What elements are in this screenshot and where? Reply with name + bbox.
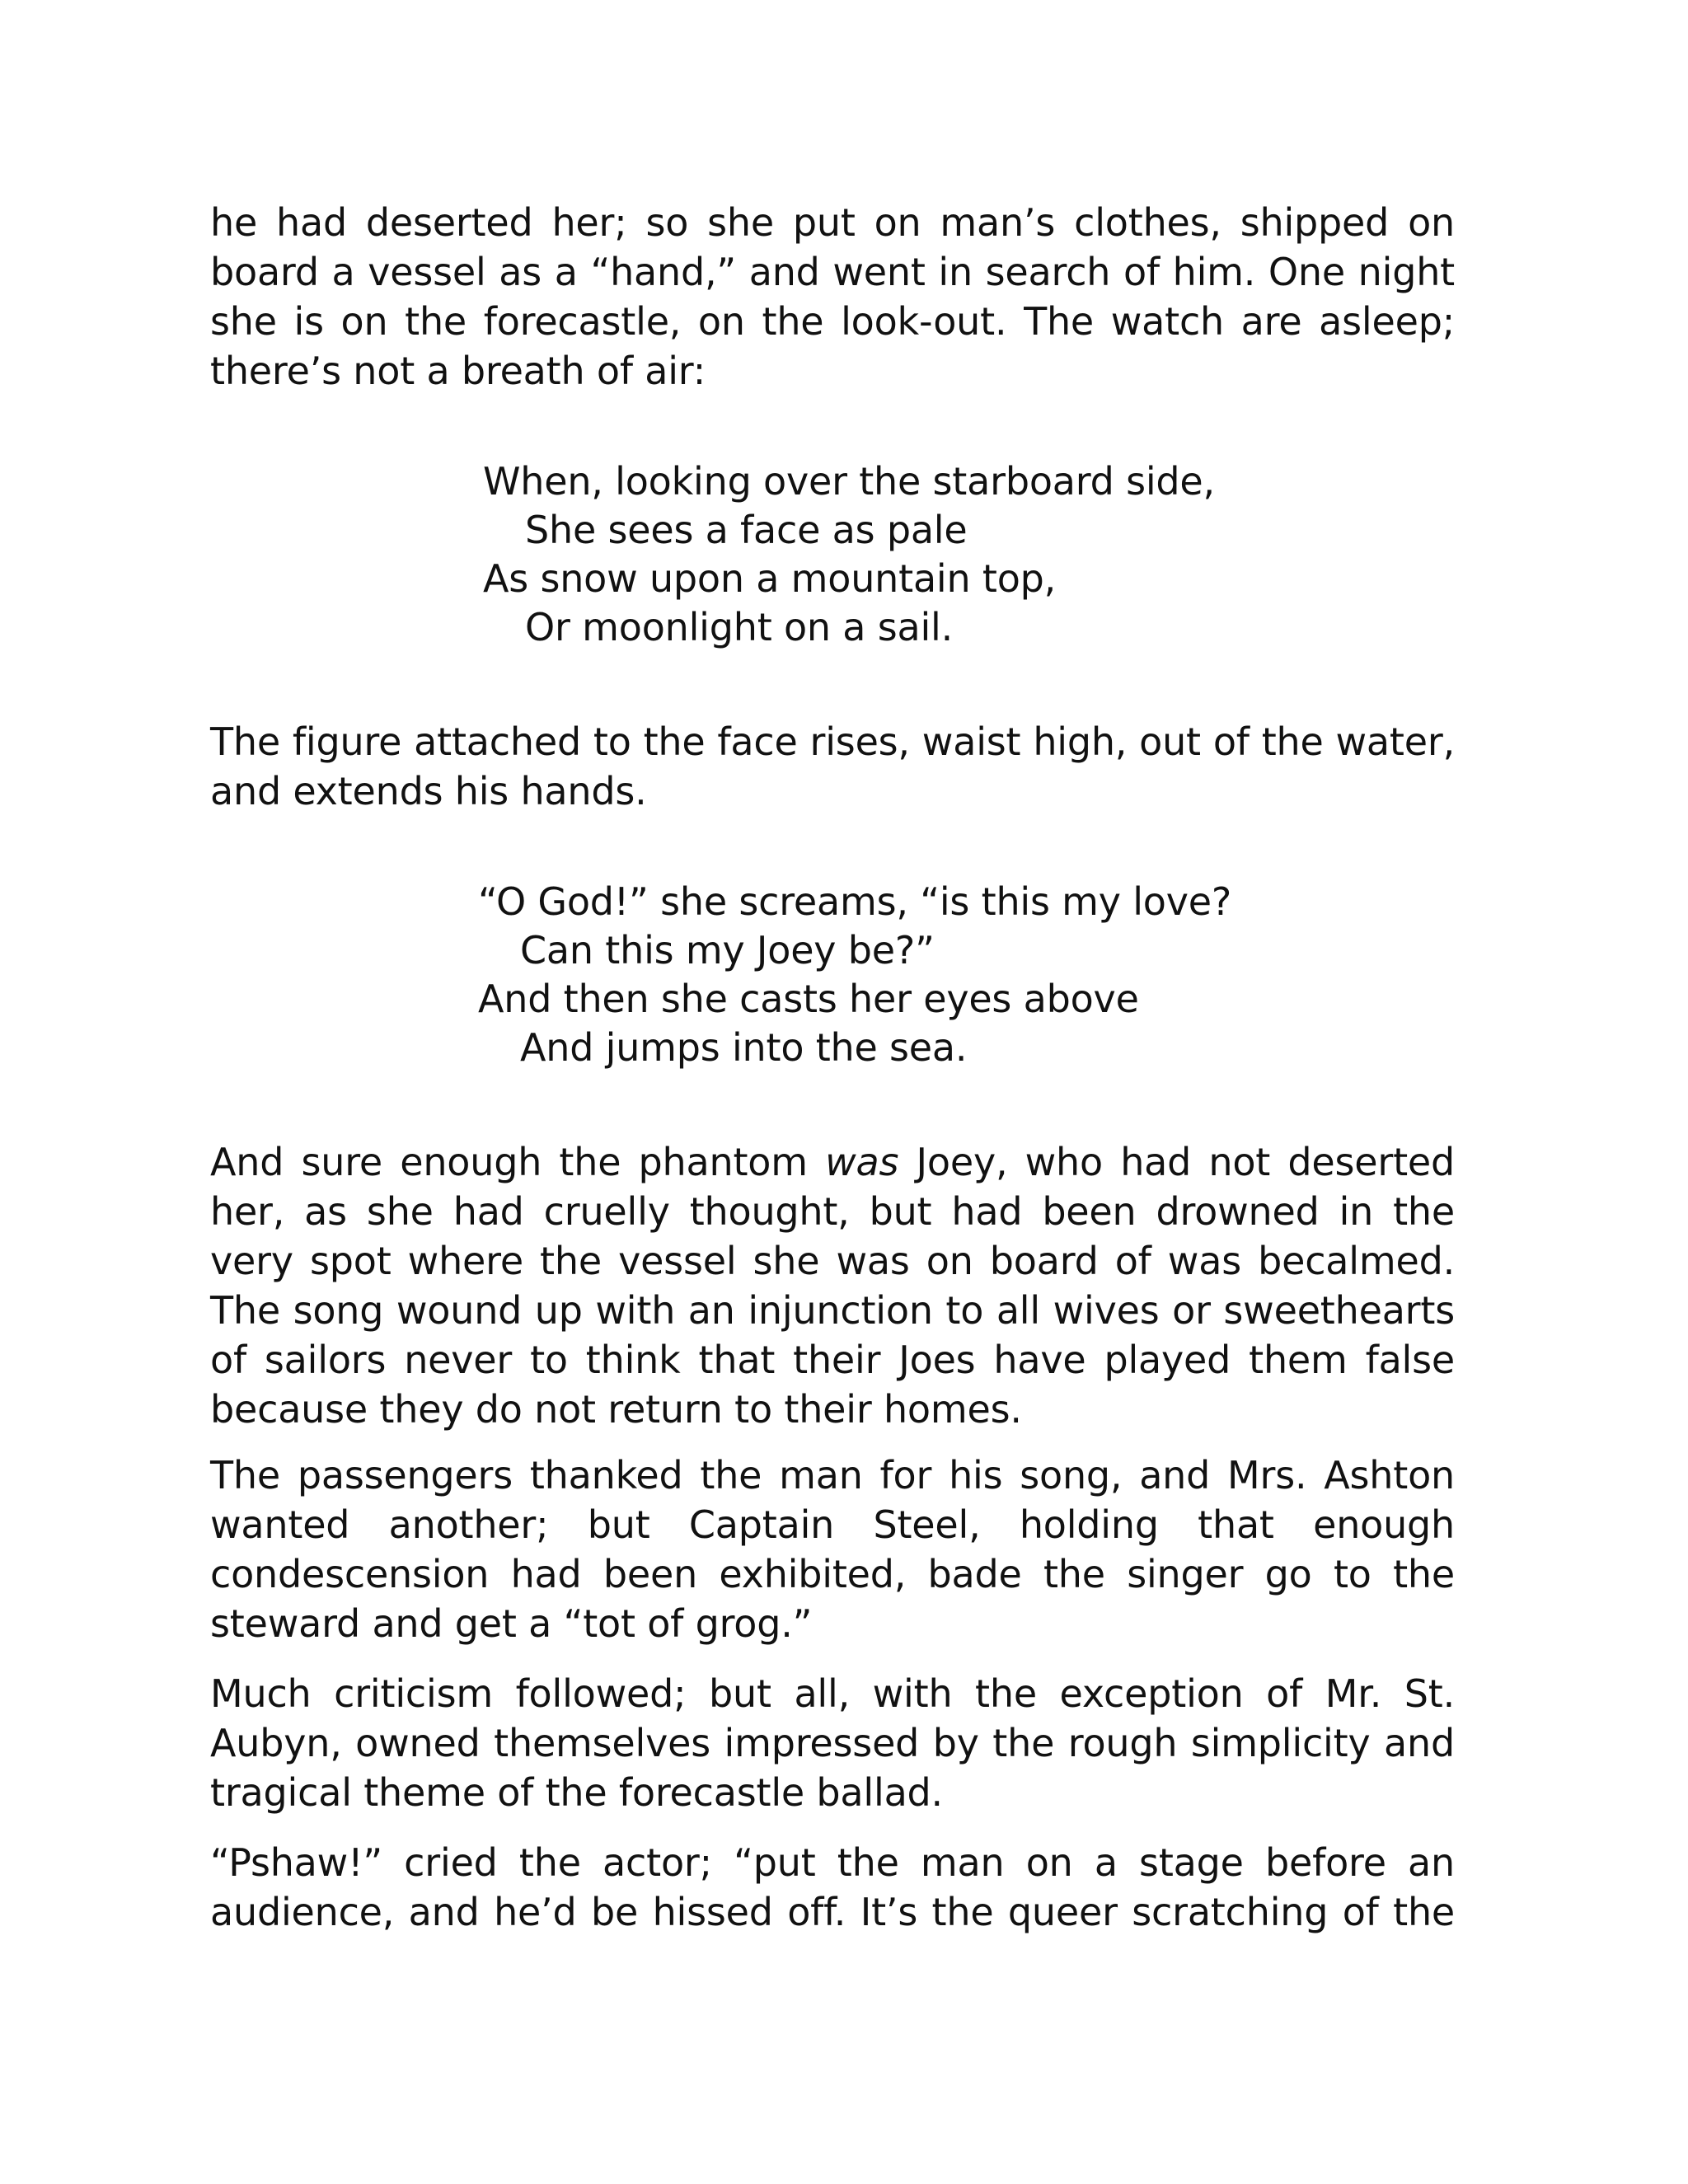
paragraph-3-rest: Joey, who had not deserted her, as she had cruelly thought, but had been drowned in the very spot where the vessel she was on board of was becalmed. The song wound up with an injunction to all wives or sweethearts of sailors never to think that their Joes have played them false because they do not return to their homes. (210, 1140, 1456, 1432)
verse-1-line-1: When, looking over the starboard side, (483, 459, 1215, 504)
verse-2-line-3: And then she casts her eyes above (478, 977, 1139, 1021)
verse-2-line-2: Can this my Joey be?” (520, 928, 935, 972)
paragraph-4: The passengers thanked the man for his song, and Mrs. Ashton wanted another; but Captain Steel, holding that enough condescension had been exhibited, bade the singer go to the steward and get a “tot of grog.” (210, 1453, 1455, 1646)
paragraph-3-emphasis: was (825, 1140, 899, 1184)
paragraph-2: The figure attached to the face rises, waist high, out of the water, and extends his hands. (210, 719, 1455, 813)
paragraph-6: “Pshaw!” cried the actor; “put the man on a stage before an audience, and he’d be hissed off. It’s the queer scratching of the (210, 1840, 1455, 1934)
paragraph-1: he had deserted her; so she put on man’s clothes, shipped on board a vessel as a “hand,” and went in search of him. One night she is on the forecastle, on the look-out. The watch are asleep; there’s not a breath of air: (210, 200, 1455, 393)
verse-2-line-1: “O God!” she screams, “is this my love? (478, 879, 1232, 924)
verse-2-line-4: And jumps into the sea. (520, 1025, 968, 1070)
verse-1-line-2: She sees a face as pale (525, 508, 968, 552)
verse-1-line-4: Or moonlight on a sail. (525, 605, 954, 649)
paragraph-3-start: And sure enough the phantom (210, 1140, 826, 1184)
paragraph-5: Much criticism followed; but all, with the exception of Mr. St. Aubyn, owned themselves impressed by the rough simplicity and tragical theme of the forecastle ballad. (210, 1671, 1455, 1815)
paragraph-3 (210, 1137, 1455, 1434)
verse-1-line-3: As snow upon a mountain top, (483, 556, 1057, 601)
verse-2 (478, 878, 1302, 1072)
verse-1 (483, 457, 1307, 652)
